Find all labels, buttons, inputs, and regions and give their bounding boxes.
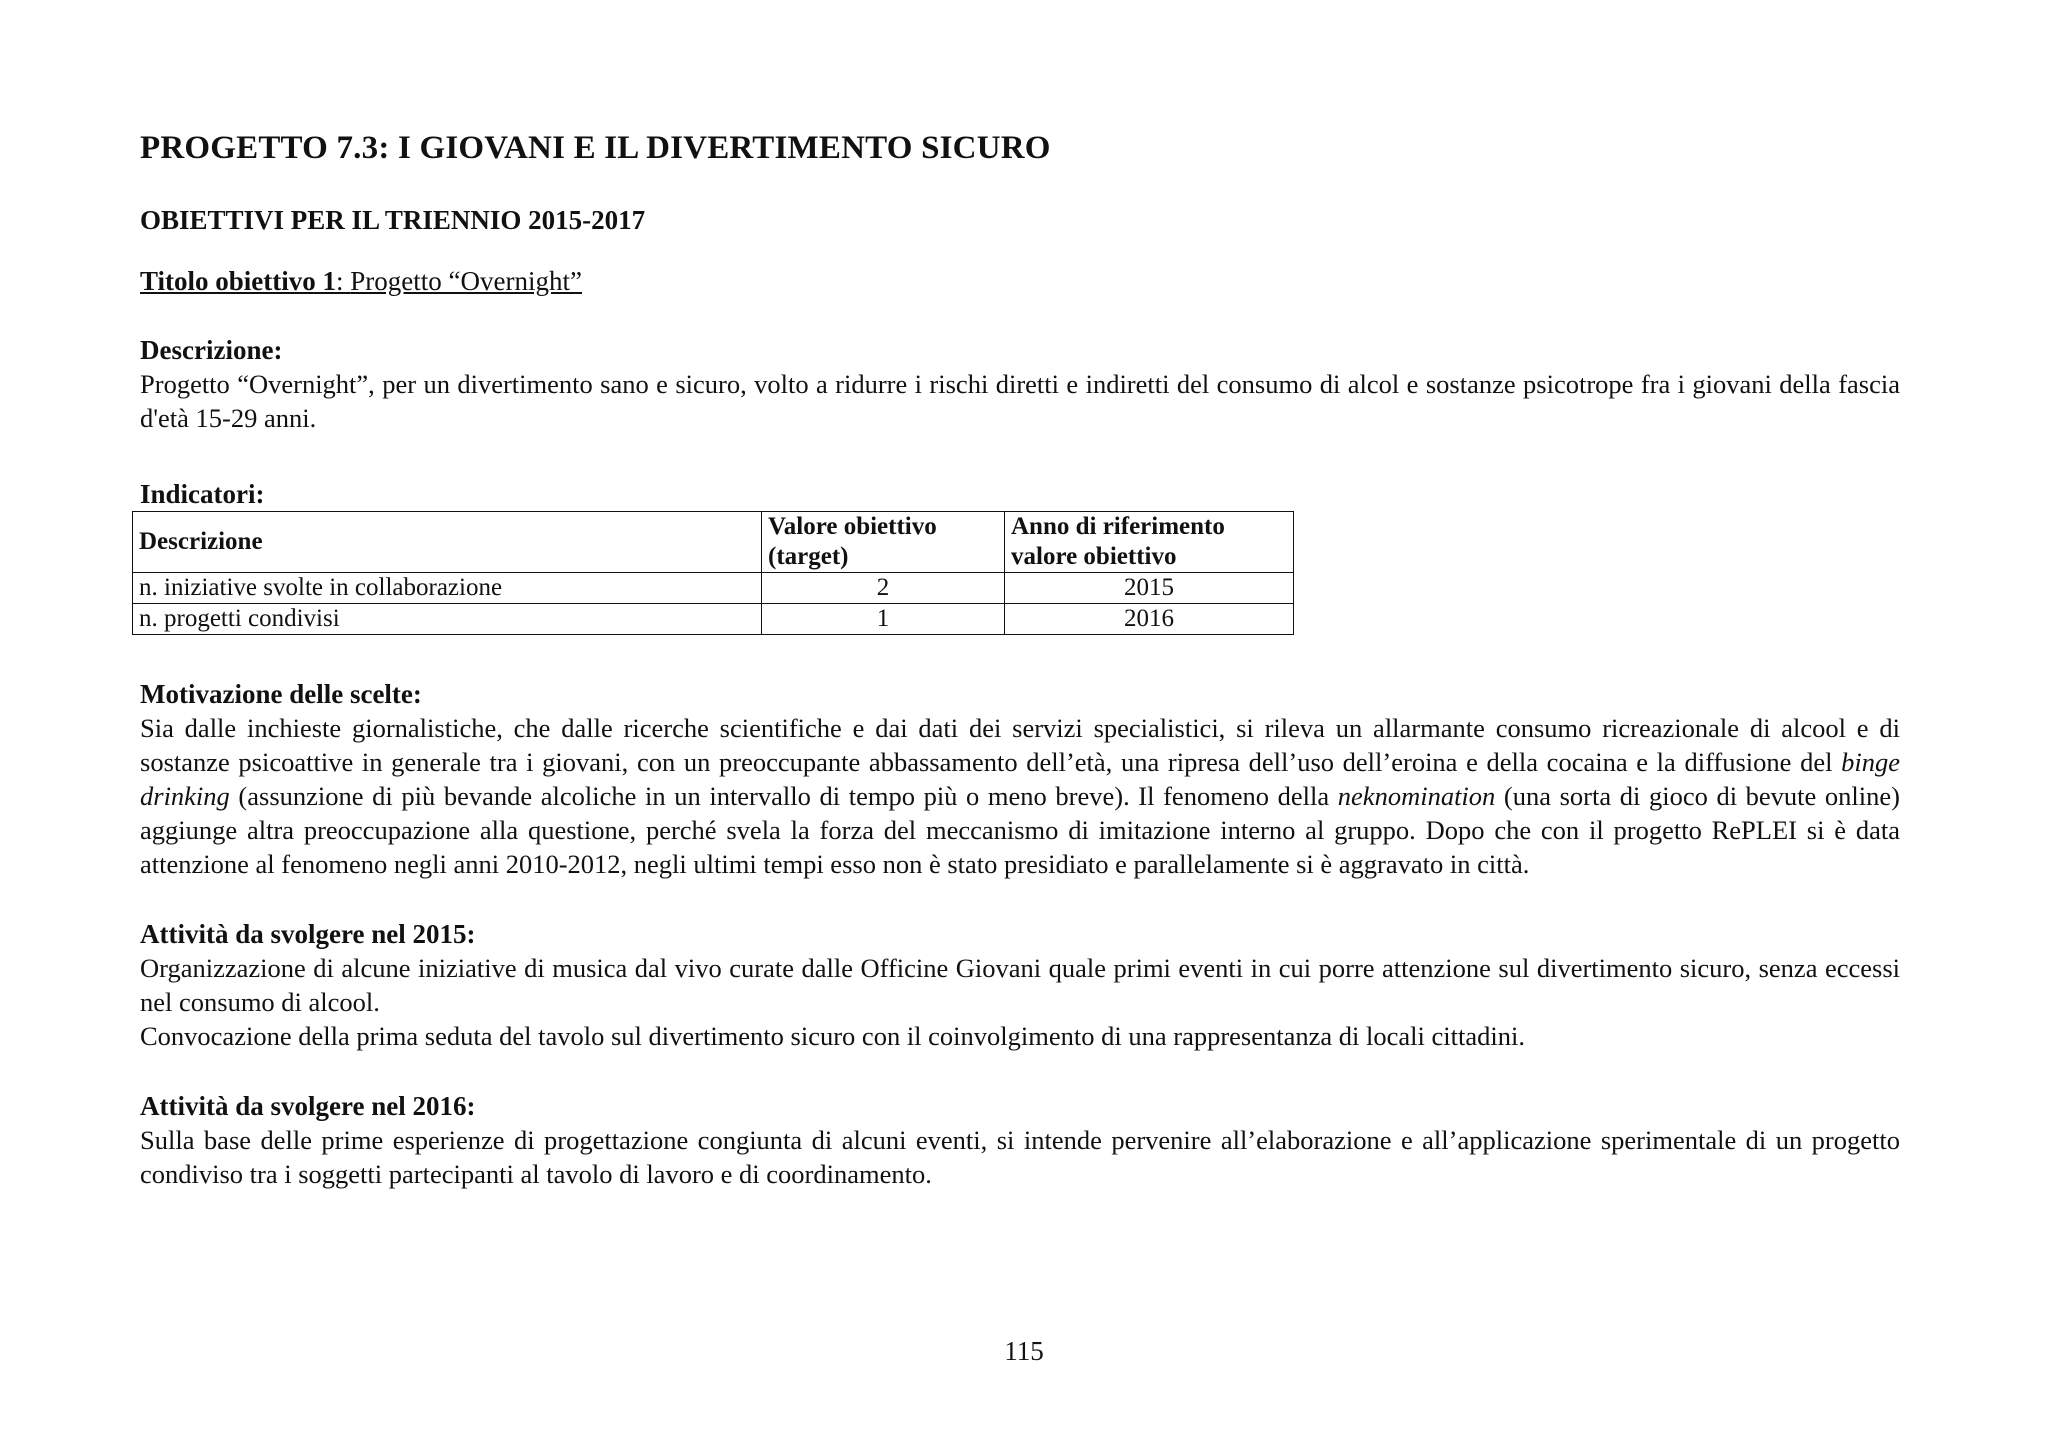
cell-descrizione: n. progetti condivisi [133,604,762,635]
cell-descrizione: n. iniziative svolte in collaborazione [133,573,762,604]
attivita-2015-heading: Attività da svolgere nel 2015: [140,919,476,949]
table-header-row [133,512,1294,573]
motivazione-text [140,711,1900,881]
indicatori-heading: Indicatori: [140,479,265,509]
cell-valore: 1 [762,604,1005,635]
motivazione-italic-term: binge drinking [140,747,1900,811]
cell-valore: 2 [762,573,1005,604]
motivazione-part3: (una sorta di gioco di bevute online) aggiunge altra preoccupazione alla questione, perché svela la forza del meccanismo di imitazione interno al gruppo. Dopo che con il progetto RePLEI si è data attenzione al fenomeno negli anni 2010-2012, negli ultimi tempi esso non è stato presidiato e parallelamente si è aggravato in città. [140,781,1900,879]
section-subtitle: OBIETTIVI PER IL TRIENNIO 2015-2017 [140,205,646,235]
motivazione-part1: Sia dalle inchieste giornalistiche, che dalle ricerche scientifiche e dai dati dei servizi specialistici, si rileva un allarmante consumo ricreazionale di alcool e di sostanze psicoattive in generale tra i giovani, con un preoccupante abbassamento dell’età, una ripresa dell’uso dell’eroina e della cocaina e la diffusione del [140,713,1900,777]
header-valore-obiettivo: Valore obiettivo (target) [762,512,1005,573]
attivita-2016-heading: Attività da svolgere nel 2016: [140,1091,476,1121]
motivazione-heading: Motivazione delle scelte: [140,679,422,709]
header-descrizione: Descrizione [133,512,762,573]
motivazione-italic-term: neknomination [1337,781,1496,811]
objective-value: Progetto “Overnight” [350,266,582,296]
attivita-2015-p2: Convocazione della prima seduta del tavolo sul divertimento sicuro con il coinvolgimento di una rappresentanza di locali cittadini. [140,1021,1525,1051]
attivita-2015-p1: Organizzazione di alcune iniziative di musica dal vivo curate dalle Officine Giovani quale primi eventi in cui porre attenzione sul divertimento sicuro, senza eccessi nel consumo di alcool. [140,953,1900,1017]
attivita-2016-p1: Sulla base delle prime esperienze di progettazione congiunta di alcuni eventi, si intende pervenire all’elaborazione e all’applicazione sperimentale di un progetto condiviso tra i soggetti partecipanti al tavolo di lavoro e di coordinamento. [140,1125,1900,1189]
objective-separator: : [336,266,351,296]
table-row [133,604,1294,635]
objective-label: Titolo obiettivo 1 [140,266,337,296]
table-row [133,573,1294,604]
objective-title [140,266,1900,297]
cell-anno: 2015 [1005,573,1294,604]
descrizione-text: Progetto “Overnight”, per un divertimento sano e sicuro, volto a ridurre i rischi diretti e indiretti del consumo di alcol e sostanze psicotrope fra i giovani della fascia d'età 15-29 anni. [140,369,1900,433]
document-page [140,130,1900,1191]
header-anno-riferimento: Anno di riferimento valore obiettivo [1005,512,1294,573]
page-number: 115 [1004,1336,1044,1366]
cell-anno: 2016 [1005,604,1294,635]
motivazione-part2: (assunzione di più bevande alcoliche in un intervallo di tempo più o meno breve). Il fenomeno della [229,781,1338,811]
indicatori-table [132,511,1294,635]
descrizione-heading: Descrizione: [140,335,283,365]
page-title: PROGETTO 7.3: I GIOVANI E IL DIVERTIMENTO SICURO [140,130,1051,166]
